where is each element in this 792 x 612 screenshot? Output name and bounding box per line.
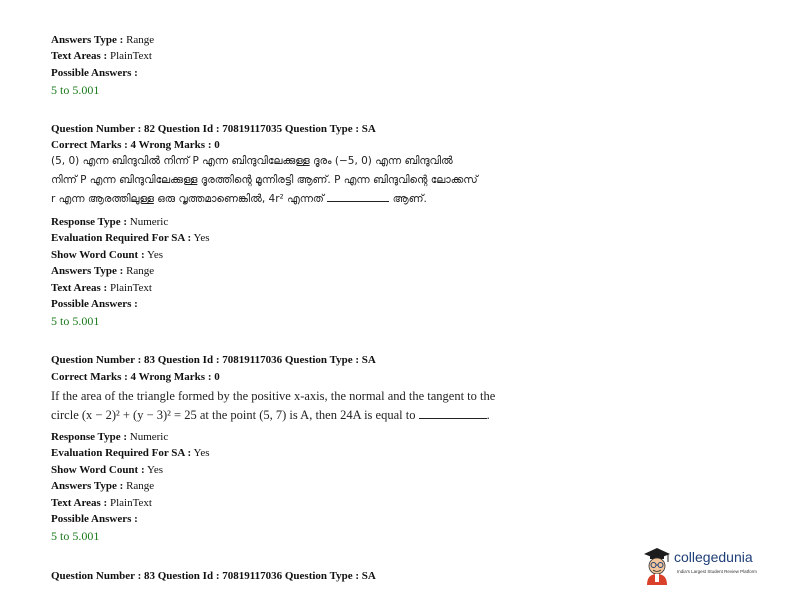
logo-name: collegedunia	[674, 549, 753, 565]
question-text-line	[51, 190, 478, 209]
response-type	[51, 215, 168, 229]
possible-answer: 5 to 5.001	[51, 529, 100, 543]
question-marks: Correct Marks : 4 Wrong Marks : 0	[51, 371, 220, 383]
answers-type-key: Answers Type :	[51, 265, 124, 277]
question-header: Question Number : 83 Question Id : 70819117036 Question Type : SA	[51, 354, 376, 366]
answers-type-key: Answers Type :	[51, 480, 124, 492]
text-areas-key: Text Areas :	[51, 50, 108, 62]
answers-type	[51, 479, 154, 493]
question-text-line	[51, 406, 495, 425]
logo-tagline: India's Largest Student Review Platform	[677, 569, 757, 574]
answers-type-key: Answers Type :	[51, 34, 124, 46]
question-text	[51, 387, 495, 425]
possible-answers-label: Possible Answers :	[51, 298, 138, 310]
question-header: Question Number : 83 Question Id : 70819117036 Question Type : SA	[51, 570, 376, 582]
possible-answer: 5 to 5.001	[51, 314, 100, 328]
text-areas-value: PlainText	[109, 282, 152, 294]
answers-type	[51, 33, 154, 47]
collegedunia-logo	[641, 545, 766, 585]
question-text-line: (5, 0) എന്ന ബിന്ദുവിൽ നിന്ന് P എന്ന ബിന്ദുവിലേക്കുള്ള ദൂരം (−5, 0) എന്ന ബിന്ദുവിൽ	[51, 155, 453, 167]
word-count-key: Show Word Count :	[51, 464, 145, 476]
response-type-key: Response Type :	[51, 216, 127, 228]
answers-type	[51, 264, 154, 278]
text-areas	[51, 281, 152, 295]
show-word-count	[51, 463, 163, 477]
evaluation-required	[51, 446, 210, 460]
question-marks: Correct Marks : 4 Wrong Marks : 0	[51, 139, 220, 151]
possible-answer: 5 to 5.001	[51, 83, 100, 97]
possible-answers-label: Possible Answers :	[51, 513, 138, 525]
text-areas-key: Text Areas :	[51, 282, 108, 294]
text-areas	[51, 49, 152, 63]
answers-type-value: Range	[126, 480, 155, 492]
evaluation-key: Evaluation Required For SA :	[51, 232, 192, 244]
question-header: Question Number : 82 Question Id : 70819117035 Question Type : SA	[51, 123, 376, 135]
text-areas-value: PlainText	[109, 50, 152, 62]
answers-type-value: Range	[126, 34, 155, 46]
answers-type-value: Range	[126, 265, 155, 277]
text-areas-value: PlainText	[109, 497, 152, 509]
response-type-value: Numeric	[129, 216, 169, 228]
word-count-value: Yes	[146, 249, 163, 261]
answer-blank	[419, 408, 487, 419]
response-type-key: Response Type :	[51, 431, 127, 443]
response-type-value: Numeric	[129, 431, 169, 443]
question-text-segment: .	[486, 408, 490, 422]
evaluation-key: Evaluation Required For SA :	[51, 447, 192, 459]
question-text-segment: ആണ്.	[392, 193, 427, 205]
student-mascot-icon	[641, 545, 673, 585]
word-count-value: Yes	[146, 464, 163, 476]
question-text-line: If the area of the triangle formed by the positive x-axis, the normal and the tangent to the	[51, 389, 496, 403]
question-text-line: നിന്ന് P എന്ന ബിന്ദുവിലേക്കുള്ള ദൂരത്തിന്റെ മൂന്നിരട്ടി ആണ്. P എന്ന ബിന്ദുവിന്റെ ലോക്കസ്	[51, 174, 478, 186]
response-type	[51, 430, 168, 444]
question-text	[51, 152, 478, 209]
evaluation-value: Yes	[193, 447, 210, 459]
show-word-count	[51, 248, 163, 262]
evaluation-required	[51, 231, 210, 245]
question-text-segment: r എന്ന ആരത്തിലുള്ള ഒരു വൃത്തമാണെങ്കിൽ, 4r² എന്നത്	[51, 193, 324, 205]
text-areas-key: Text Areas :	[51, 497, 108, 509]
answer-blank	[327, 191, 389, 202]
possible-answers-label: Possible Answers :	[51, 67, 138, 79]
evaluation-value: Yes	[193, 232, 210, 244]
word-count-key: Show Word Count :	[51, 249, 145, 261]
question-text-segment: circle (x − 2)² + (y − 3)² = 25 at the point (5, 7) is A, then 24A is equal to	[51, 408, 416, 422]
text-areas	[51, 496, 152, 510]
